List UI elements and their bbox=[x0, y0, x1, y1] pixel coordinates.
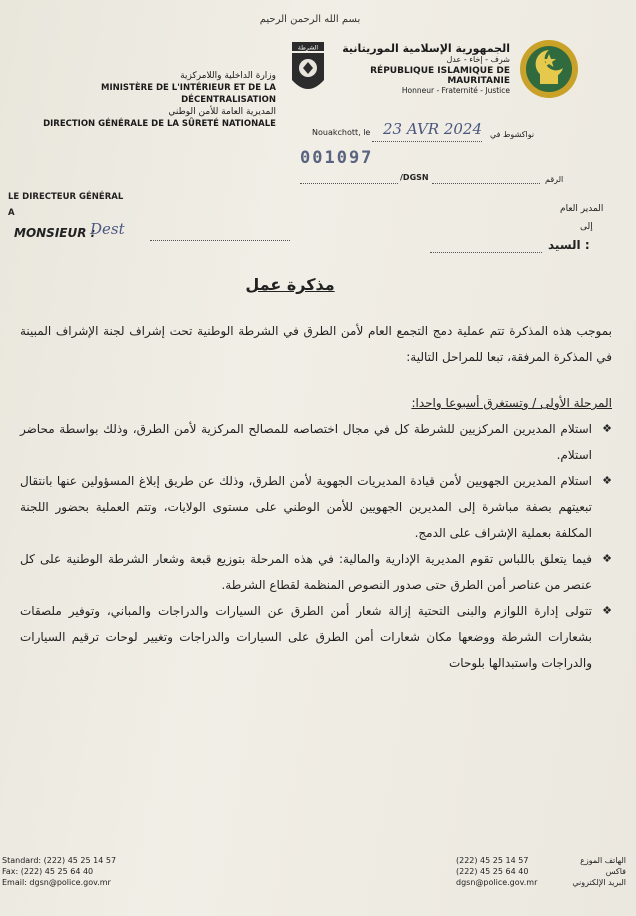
footer-label: فاكس bbox=[605, 867, 626, 876]
footer-row bbox=[456, 855, 626, 866]
memo-title: مذكرة عمل bbox=[245, 275, 335, 294]
republic-header bbox=[330, 42, 510, 95]
recipient-dotted-line bbox=[150, 240, 290, 241]
footer-value: dgsn@police.gov.mr bbox=[456, 878, 538, 887]
reference-number-stamp: 001097 bbox=[300, 148, 374, 168]
ministry-fr: MINISTÈRE DE L'INTÉRIEUR ET DE LA DÉCENTRALISATION bbox=[101, 83, 276, 105]
bullet-item: ❖ تتولى إدارة اللوازم والبنى التحتية إزالة شعار أمن الطرق عن السيارات والدراجات والمباني، وتوفير ملصقات بشعارات الشرطة ووضعها مكان شعارات أمن الطرق على السيارات والدراجات وتغيير لوحات ترقيم السيارات والدراجات واستبدالها بلوحات bbox=[20, 598, 612, 676]
footer-row bbox=[456, 866, 626, 877]
footer-phone-fr: Standard: (222) 45 25 14 57 bbox=[2, 856, 117, 865]
bullet-item: ❖ فيما يتعلق باللباس تقوم المديرية الإدارية والمالية: في هذه المرحلة بتوزيع قبعة وشعار الشرطة الوطنية على كل عنصر من عناصر أمن الطرق حتى صدور النصوص المنظمة لقطاع الشرطة. bbox=[20, 546, 612, 598]
to-label-fr: A bbox=[8, 208, 15, 218]
directorate-ar: المديرية العامة للأمن الوطني bbox=[168, 107, 276, 117]
recipient-handwritten: Dest bbox=[90, 220, 125, 238]
police-badge-text: الشرطة bbox=[297, 44, 319, 52]
ministry-header bbox=[14, 70, 276, 130]
place-date-label-ar: نواكشوط في bbox=[490, 130, 535, 139]
basmala: بسم الله الرحمن الرحيم bbox=[259, 14, 361, 25]
republic-fr: RÉPUBLIQUE ISLAMIQUE DE MAURITANIE bbox=[370, 66, 510, 86]
footer-fax-fr: Fax: (222) 45 25 64 40 bbox=[2, 867, 94, 876]
police-emblem-icon bbox=[288, 40, 328, 102]
motto-ar: شرف - إخاء - عدل bbox=[446, 55, 510, 64]
footer-label: الهاتف الموزع bbox=[580, 856, 626, 865]
recipient-dotted-line-ar bbox=[430, 252, 542, 253]
directorate-fr: DIRECTION GÉNÉRALE DE LA SÛRETÉ NATIONALE bbox=[43, 119, 276, 129]
reference-dotted-line bbox=[300, 183, 398, 184]
reference-label-ar: الرقم bbox=[545, 175, 564, 184]
director-general-ar: المدير العام bbox=[560, 204, 604, 214]
sayyid-label: السيد : bbox=[548, 238, 590, 252]
monsieur-label: MONSIEUR : bbox=[14, 226, 96, 240]
footer-value: (222) 45 25 14 57 bbox=[456, 856, 529, 865]
bullet-item: ❖ استلام المديرين المركزيين للشرطة كل في مجال اختصاصه للمصالح المركزية لأمن الطرق، وذلك بواسطة محاضر استلام. bbox=[20, 416, 612, 468]
director-general-fr: LE DIRECTEUR GÉNÉRAL bbox=[8, 192, 124, 202]
motto-fr: Honneur - Fraternité - Justice bbox=[401, 86, 510, 95]
intro-paragraph: بموجب هذه المذكرة تتم عملية دمج التجمع العام لأمن الطرق في الشرطة الوطنية تحت إشراف لجنة الإشراف المبينة في المذكرة المرفقة، تبعا للمراحل التالية: bbox=[20, 324, 612, 364]
ministry-ar: وزارة الداخلية واللامركزية bbox=[180, 71, 276, 81]
republic-ar: الجمهورية الإسلامية الموريتانية bbox=[342, 42, 510, 55]
reference-label: /DGSN bbox=[400, 173, 429, 182]
footer-email-fr: Email: dgsn@police.gov.mr bbox=[2, 878, 111, 887]
to-label-ar: إلى bbox=[580, 222, 593, 232]
national-seal-icon bbox=[518, 38, 580, 100]
stage-one-heading: المرحلة الأولى / وتستغرق أسبوعا واحدا: bbox=[411, 396, 612, 410]
bullet-item: ❖ استلام المديرين الجهويين لأمن قيادة المديريات الجهوية لأمن الطرق، وذلك عن طريق إبلاغ المسؤولين عنها بانتقال تبعيتهم بصفة مباشرة إلى المديرين الجهويين للأمن الوطني على مستوى الولايات، وتتم العملية بحضور اللجنة المكلفة بعملية الإشراف على الدمج. bbox=[20, 468, 612, 546]
footer-contact-fr bbox=[2, 855, 116, 888]
handwritten-date: 23 AVR 2024 bbox=[383, 120, 483, 138]
footer-contact-ar bbox=[456, 855, 626, 888]
place-date-label-fr: Nouakchott, le bbox=[312, 128, 371, 137]
date-dotted-line bbox=[372, 141, 482, 142]
footer-label: البريد الإلكتروني bbox=[572, 878, 626, 887]
reference-dotted-line-ar bbox=[432, 183, 540, 184]
footer-row bbox=[456, 877, 626, 888]
memo-body bbox=[20, 318, 612, 676]
footer-value: (222) 45 25 64 40 bbox=[456, 867, 529, 876]
